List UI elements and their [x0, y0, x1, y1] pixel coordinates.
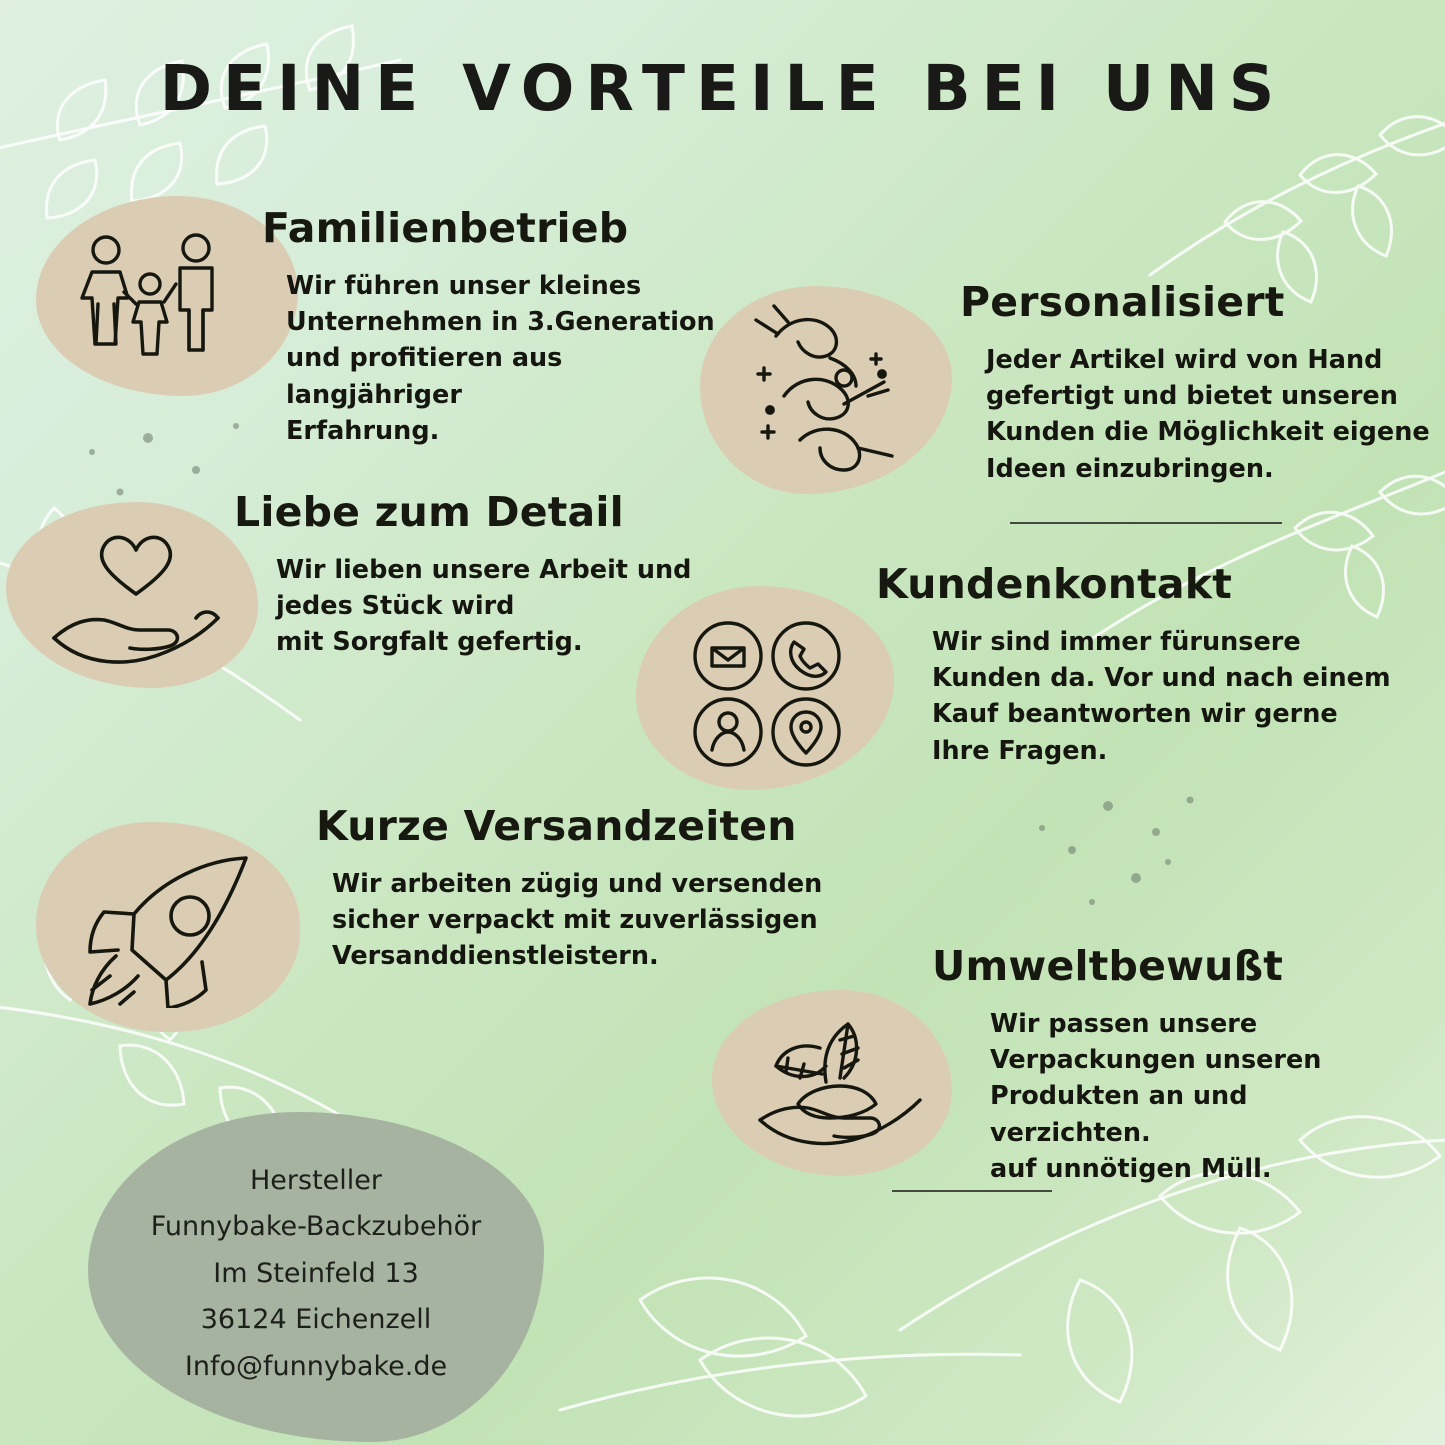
benefit-card-kurze-versandzeiten [316, 802, 896, 975]
benefit-card-umweltbewusst [932, 942, 1402, 1187]
plant-in-hand-icon [752, 1010, 922, 1156]
benefit-heading-kundenkontakt: Kundenkontakt [876, 560, 1233, 608]
benefit-text-kurze-versandzeiten: Wir arbeiten zügig und versenden sicher verpackt mit zuverlässigen Versanddienstleistern. [332, 869, 823, 972]
divider-line-top [1010, 522, 1282, 524]
divider-line-bottom [892, 1190, 1052, 1192]
manufacturer-address [88, 1158, 544, 1390]
benefit-heading-kurze-versandzeiten: Kurze Versandzeiten [316, 802, 797, 850]
benefit-card-familienbetrieb [262, 204, 732, 449]
heart-in-hand-icon [48, 526, 224, 676]
address-line-2: Funnybake-Backzubehör [150, 1211, 482, 1243]
address-line-4: 36124 Eichenzell [200, 1304, 432, 1336]
benefit-card-liebe-zum-detail [234, 488, 704, 661]
address-email: Info@funnybake.de [184, 1350, 448, 1382]
benefit-heading-umweltbewusst: Umweltbewußt [932, 942, 1284, 990]
benefit-card-personalisiert [960, 278, 1430, 487]
benefit-text-umweltbewusst: Wir passen unsere Verpackungen unseren Produkten an und verzichten. auf unnötigen Müll. [990, 1009, 1322, 1184]
rocket-icon [76, 852, 258, 1008]
benefit-heading-familienbetrieb: Familienbetrieb [262, 204, 629, 252]
benefit-text-kundenkontakt: Wir sind immer fürunsere Kunden da. Vor und nach einem Kauf beantworten wir gerne Ihre Fragen. [932, 627, 1391, 766]
benefit-text-familienbetrieb: Wir führen unser kleines Unternehmen in 3.Generation und profitieren aus langjähriger Erfahrung. [286, 271, 715, 446]
benefit-text-liebe-zum-detail: Wir lieben unsere Arbeit und jedes Stück wird mit Sorgfalt gefertig. [276, 555, 692, 658]
benefit-heading-liebe-zum-detail: Liebe zum Detail [234, 488, 624, 536]
benefit-card-kundenkontakt [876, 560, 1396, 769]
address-line-1: Hersteller [250, 1165, 382, 1196]
page-title: DEINE VORTEILE BEI UNS [159, 52, 1286, 125]
handcraft-icon [748, 300, 910, 474]
family-icon [70, 228, 230, 368]
address-line-3: Im Steinfeld 13 [213, 1257, 419, 1289]
contact-icons [690, 618, 846, 770]
benefit-heading-personalisiert: Personalisiert [960, 278, 1285, 326]
benefit-text-personalisiert: Jeder Artikel wird von Hand gefertigt und bietet unseren Kunden die Möglichkeit eigene Ideen einzubringen. [986, 345, 1430, 484]
